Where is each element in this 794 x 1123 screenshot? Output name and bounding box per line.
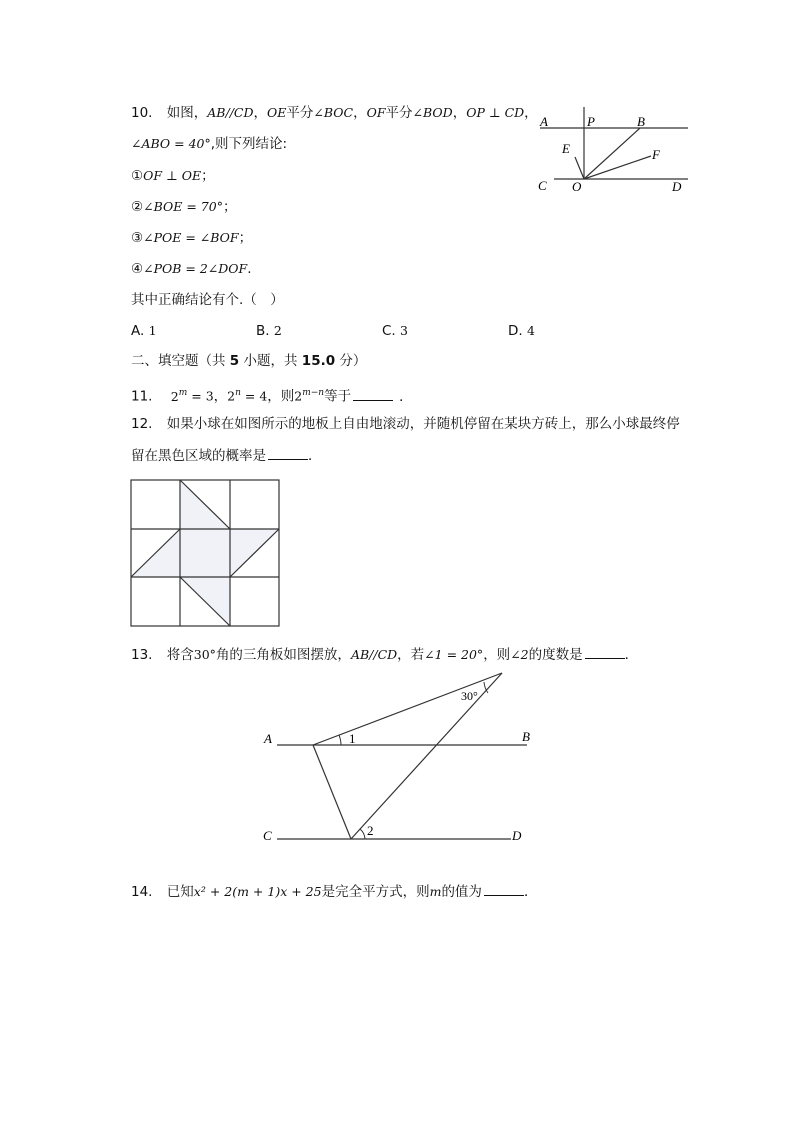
conclusion-end: .	[247, 261, 252, 277]
section-heading-text: 二、填空题（共	[131, 353, 230, 369]
q12-text: 留在黑色区域的概率是	[131, 448, 266, 464]
option-letter: C.	[382, 323, 396, 339]
q10-then-text: ,则下列结论:	[210, 136, 288, 152]
q14-end: ．	[523, 884, 538, 900]
q13-parallel: AB//CD	[350, 647, 398, 662]
q10-line1	[131, 104, 538, 122]
label-angle-1: 1	[349, 731, 356, 746]
option-letter: A.	[131, 323, 145, 339]
q11-exponent: m	[178, 388, 188, 398]
q12-line2	[131, 446, 322, 465]
line-of	[584, 156, 651, 179]
circled-number: ①	[131, 168, 144, 184]
q10-option-d	[508, 322, 535, 340]
q10-number: 10.	[131, 105, 153, 121]
label-c: C	[538, 178, 547, 193]
angle-2-arc	[360, 829, 365, 839]
label-e: E	[562, 141, 570, 156]
label-c: C	[263, 828, 272, 843]
q13-triangle-figure	[255, 668, 545, 848]
angle-1-arc	[339, 735, 341, 745]
circled-number: ②	[131, 199, 144, 215]
label-a: A	[540, 114, 548, 129]
q10-angle-bod: ∠BOD	[412, 105, 453, 120]
q13-text: 将含	[166, 647, 194, 663]
q11-equation: = 3	[187, 388, 214, 404]
q14-line	[131, 882, 537, 901]
line-ob	[584, 128, 640, 179]
section-heading	[131, 352, 366, 370]
conclusion-end: ；	[222, 199, 237, 215]
q10-option-b	[256, 322, 282, 340]
q10-cond-oe: OE	[267, 105, 287, 120]
q11-sep: ，	[213, 388, 228, 405]
q13-end: ．	[624, 647, 639, 663]
q14-number: 14.	[131, 884, 153, 900]
q11-base: 2	[170, 388, 179, 404]
q11-tail-text: 等于	[324, 388, 352, 405]
q11-exponent: n	[235, 388, 241, 398]
q10-sep: ，	[524, 105, 538, 121]
q14-text: 是完全平方式，则	[321, 884, 430, 900]
circled-number: ④	[131, 261, 144, 277]
label-angle-2: 2	[367, 823, 374, 838]
section-heading-text: 分）	[335, 353, 367, 369]
line-oe	[575, 157, 584, 179]
q11-then-text: ，则	[267, 388, 295, 405]
label-b: B	[637, 114, 645, 129]
conclusion-end: ；	[238, 230, 253, 246]
q13-text: ，若	[397, 647, 425, 663]
label-p: P	[587, 114, 595, 129]
q10-angle-boc: ∠BOC	[313, 105, 354, 120]
q10-option-c	[382, 322, 408, 340]
q14-variable: m	[429, 884, 442, 899]
q10-question: 其中正确结论有个.（ ）	[131, 292, 284, 308]
q10-bisect-text: 平分	[286, 105, 314, 121]
conclusion-end: ；	[201, 168, 215, 184]
question-count: 5	[229, 353, 240, 369]
q11-number: 11.	[131, 388, 153, 405]
total-score: 15.0	[301, 353, 336, 369]
option-value: 3	[400, 323, 408, 338]
q10-cond-of: OF	[366, 105, 386, 120]
circled-number: ③	[131, 230, 144, 246]
q12-answer-blank[interactable]	[268, 446, 308, 460]
q11-equation: = 4	[240, 388, 268, 404]
q10-angle-abo: ∠ABO = 40°	[131, 136, 211, 151]
q12-number: 12.	[131, 416, 153, 432]
q11-base: 2	[227, 388, 236, 404]
section-heading-text: 小题，共	[239, 353, 302, 369]
option-letter: B.	[256, 323, 270, 339]
conclusion-expr: OF ⊥ OE	[143, 168, 202, 183]
q14-text: 已知	[166, 884, 194, 900]
triangle-side	[313, 745, 351, 839]
q13-angle-30: 30°	[193, 647, 216, 662]
q10-sep: ，	[353, 105, 367, 121]
q13-text: 角的三角板如图摆放，	[215, 647, 351, 663]
option-letter: D.	[508, 323, 523, 339]
conclusion-expr: ∠POE = ∠BOF	[143, 230, 239, 245]
q13-angle-1: ∠1 = 20°	[424, 647, 484, 662]
shaded-region	[180, 529, 230, 577]
q10-option-a	[131, 322, 157, 340]
q10-conclusion-4	[131, 260, 252, 278]
q11-base: 2	[294, 388, 303, 404]
label-d: D	[672, 179, 682, 194]
q10-bisect-text: 平分	[385, 105, 413, 121]
label-angle-30: 30°	[461, 689, 478, 703]
q11-line	[131, 384, 413, 406]
conclusion-expr: ∠BOE = 70°	[143, 199, 223, 214]
q12-line1	[131, 415, 680, 433]
label-a: A	[264, 731, 272, 746]
q11-end: ．	[399, 388, 413, 405]
triangle-side	[351, 673, 502, 839]
q10-cond-perp: OP ⊥ CD	[466, 105, 525, 120]
triangle-side	[313, 673, 502, 745]
q10-conclusion-3	[131, 229, 252, 247]
q10-conclusion-2	[131, 198, 236, 216]
q10-sep: ，	[452, 105, 467, 121]
label-o: O	[572, 179, 582, 194]
q13-line	[131, 645, 638, 664]
q10-sep: ，	[253, 105, 268, 121]
label-d: D	[512, 828, 522, 843]
q13-angle-2: ∠2	[510, 647, 529, 662]
q13-text: ，则	[483, 647, 511, 663]
q14-answer-blank[interactable]	[484, 882, 524, 896]
q14-expression: x² + 2(m + 1)x + 25	[193, 884, 322, 899]
option-value: 2	[273, 323, 282, 338]
q11-exponent: m−n	[302, 388, 325, 398]
conclusion-expr: ∠POB = 2∠DOF	[143, 261, 248, 276]
q10-line2	[131, 135, 287, 153]
q10-cond-parallel: AB//CD	[207, 105, 254, 120]
q12-tile-figure	[130, 479, 281, 629]
option-value: 1	[148, 323, 157, 338]
q13-text: 的度数是	[528, 647, 583, 663]
q14-text: 的值为	[441, 884, 482, 900]
q11-answer-blank[interactable]	[353, 387, 393, 401]
option-value: 4	[526, 323, 535, 338]
q12-text: 如果小球在如图所示的地板上自由地滚动，并随机停留在某块方砖上，那么小球最终停	[166, 416, 680, 432]
q12-end: ．	[308, 448, 322, 464]
q10-geometry-figure	[530, 105, 700, 200]
q10-conclusion-1	[131, 167, 215, 185]
q13-answer-blank[interactable]	[585, 645, 625, 659]
q13-number: 13.	[131, 647, 153, 663]
label-b: B	[522, 729, 530, 744]
label-f: F	[652, 147, 660, 162]
q10-intro: 如图，	[166, 105, 208, 121]
